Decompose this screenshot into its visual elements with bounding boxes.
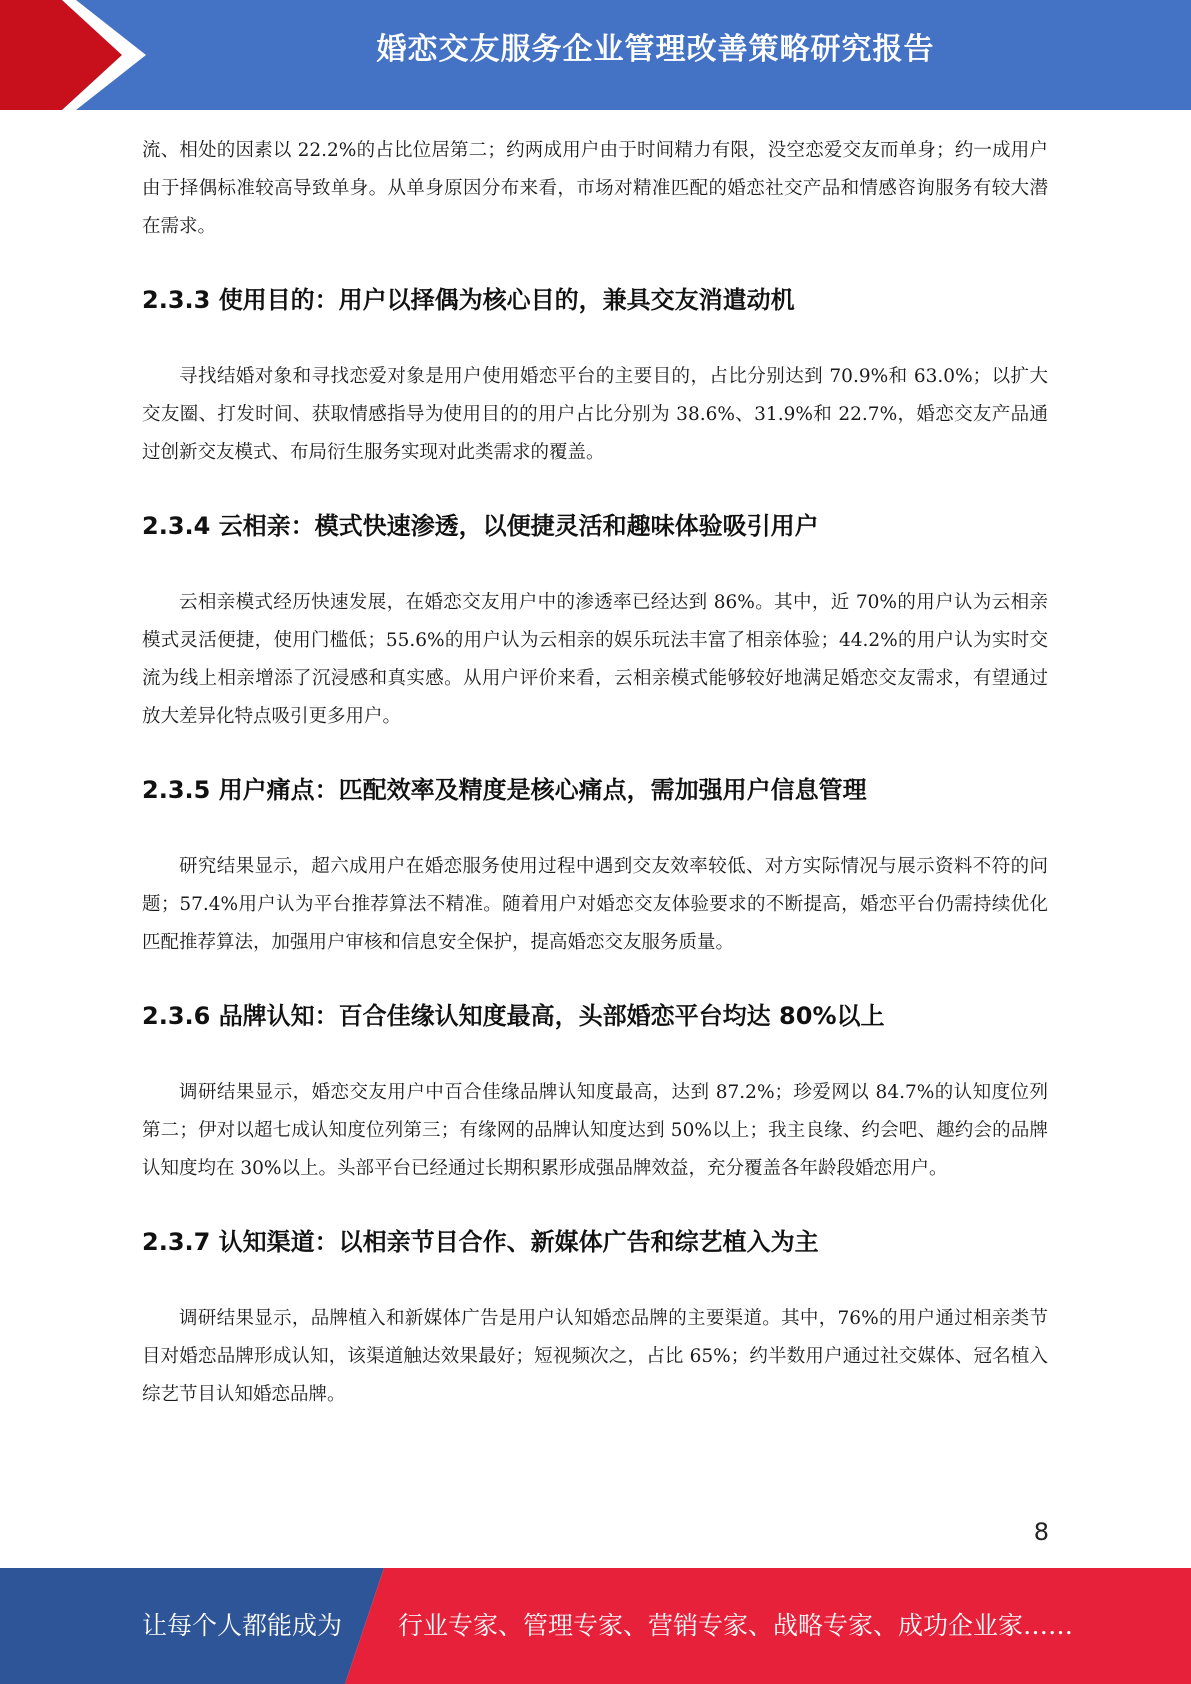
section-body-2-3-3: 寻找结婚对象和寻找恋爱对象是用户使用婚恋平台的主要目的，占比分别达到 70.9%和 63.0%；以扩大交友圈、打发时间、获取情感指导为使用目的的用户占比分别为 38.6%、31.9%和 22.7%，婚恋交友产品通过创新交友模式、布局衍生服务实现对此类需求的覆盖。 [142,366,1048,463]
footer-slogan-left: 让每个人都能成为 [142,1611,343,1640]
page-footer [0,1568,1191,1684]
page-header [0,0,1191,110]
section-body-2-3-5: 研究结果显示，超六成用户在婚恋服务使用过程中遇到交友效率较低、对方实际情况与展示资料不符的问题；57.4%用户认为平台推荐算法不精准。随着用户对婚恋交友体验要求的不断提高，婚恋平台仍需持续优化匹配推荐算法，加强用户审核和信息安全保护，提高婚恋交友服务质量。 [142,856,1048,953]
page-content [142,132,1048,1414]
intro-paragraph: 流、相处的因素以 22.2%的占比位居第二；约两成用户由于时间精力有限，没空恋爱交友而单身；约一成用户由于择偶标准较高导致单身。从单身原因分布来看，市场对精准匹配的婚恋社交产品和情感咨询服务有较大潜在需求。 [142,140,1048,237]
report-title: 婚恋交友服务企业管理改善策略研究报告 [376,32,935,67]
page-number: 8 [1033,1518,1049,1546]
section-heading-2-3-5: 2.3.5 用户痛点：匹配效率及精度是核心痛点，需加强用户信息管理 [142,776,867,804]
section-heading-2-3-4: 2.3.4 云相亲：模式快速渗透，以便捷灵活和趣味体验吸引用户 [142,512,819,540]
section-body-2-3-6: 调研结果显示，婚恋交友用户中百合佳缘品牌认知度最高，达到 87.2%；珍爱网以 84.7%的认知度位列第二；伊对以超七成认知度位列第三；有缘网的品牌认知度达到 50%以上；我主良缘、约会吧、趣约会的品牌认知度均在 30%以上。头部平台已经通过长期积累形成强品牌效益，充分覆盖各年龄段婚恋用户。 [142,1082,1048,1179]
section-body-2-3-4: 云相亲模式经历快速发展，在婚恋交友用户中的渗透率已经达到 86%。其中，近 70%的用户认为云相亲模式灵活便捷，使用门槛低；55.6%的用户认为云相亲的娱乐玩法丰富了相亲体验；44.2%的用户认为实时交流为线上相亲增添了沉浸感和真实感。从用户评价来看，云相亲模式能够较好地满足婚恋交友需求，有望通过放大差异化特点吸引更多用户。 [142,592,1048,727]
section-heading-2-3-7: 2.3.7 认知渠道：以相亲节目合作、新媒体广告和综艺植入为主 [142,1228,819,1256]
section-heading-2-3-3: 2.3.3 使用目的：用户以择偶为核心目的，兼具交友消遣动机 [142,286,795,314]
section-body-2-3-7: 调研结果显示，品牌植入和新媒体广告是用户认知婚恋品牌的主要渠道。其中，76%的用户通过相亲类节目对婚恋品牌形成认知，该渠道触达效果最好；短视频次之，占比 65%；约半数用户通过社交媒体、冠名植入综艺节目认知婚恋品牌。 [142,1308,1048,1405]
footer-slogan-right: 行业专家、管理专家、营销专家、战略专家、成功企业家…… [398,1611,1074,1640]
section-heading-2-3-6: 2.3.6 品牌认知：百合佳缘认知度最高，头部婚恋平台均达 80%以上 [142,1002,885,1030]
